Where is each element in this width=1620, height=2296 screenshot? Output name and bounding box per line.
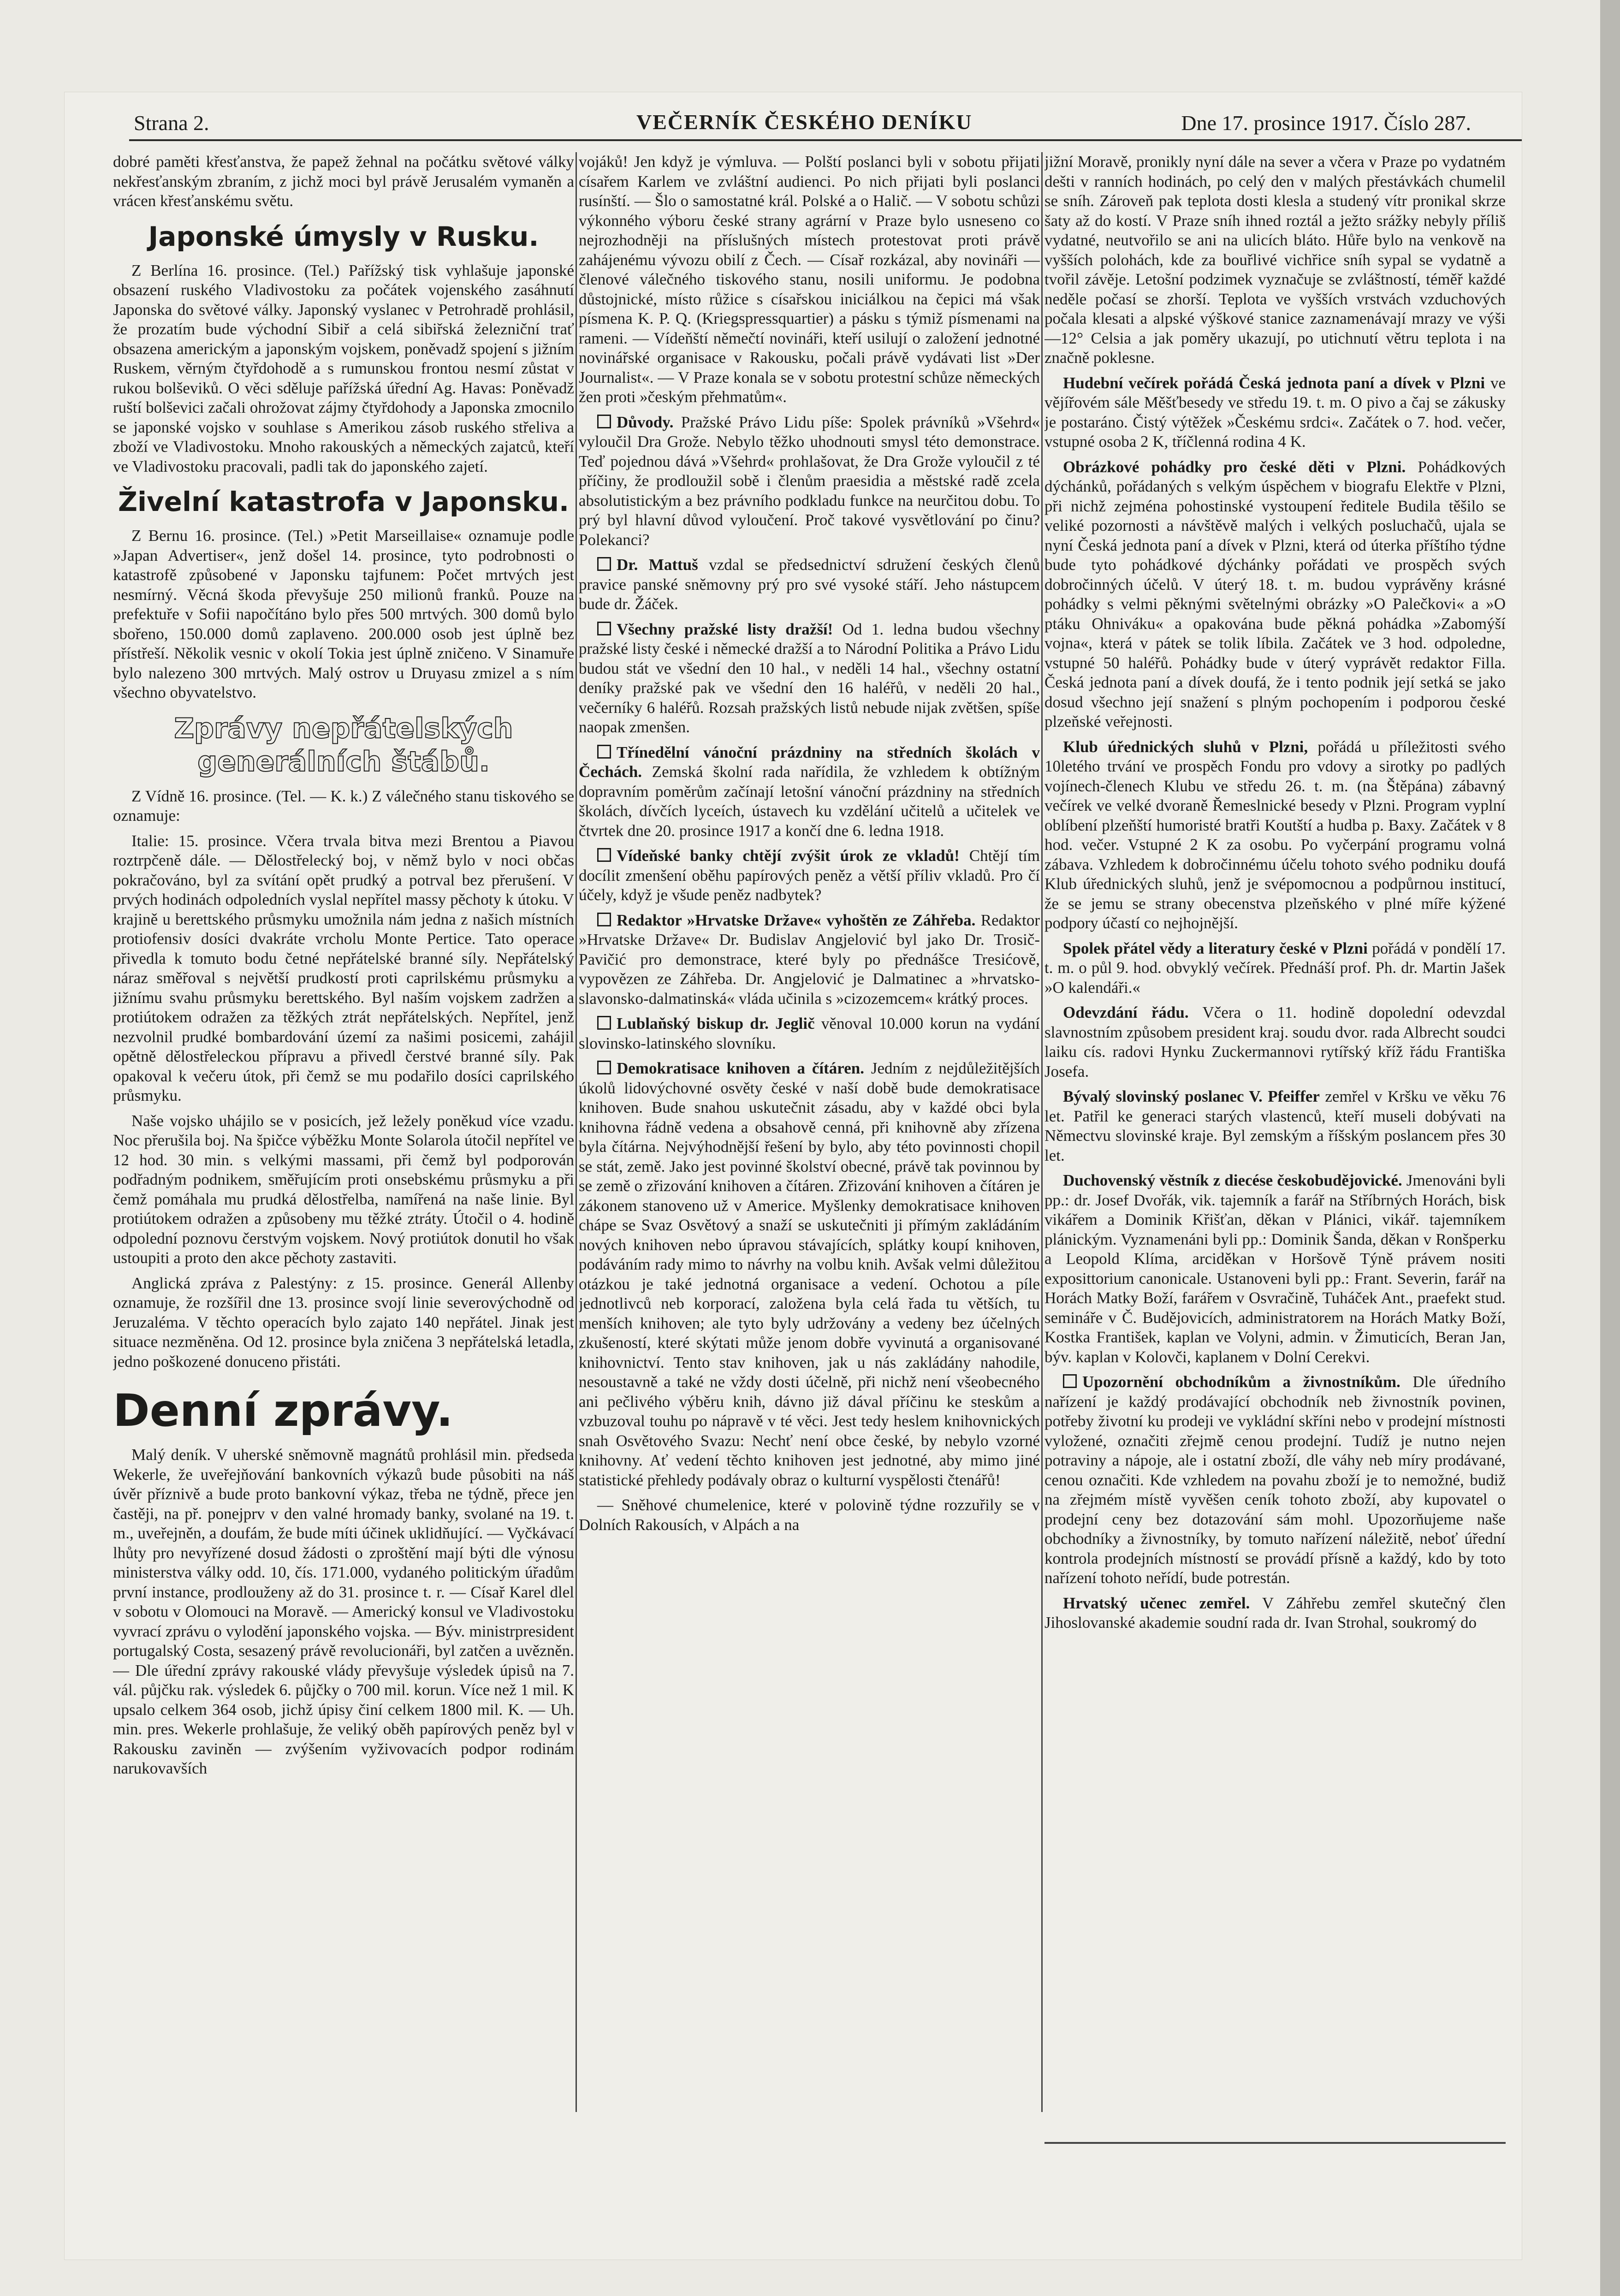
item-title: Třínedělní vánoční prázdniny na středních školách v Čechách.	[579, 743, 1040, 781]
article-continuation: dobré paměti křesťanstva, že papež žehnal na počátku světové války nekřesťanským zbraním, z jichž moci byl právě Jerusalém vymaněn a vrácen křesťanskému světu.	[113, 153, 574, 210]
column-divider	[576, 152, 577, 2112]
news-item	[1044, 939, 1506, 998]
item-title: Hrvatský učenec zemřel.	[1063, 1594, 1250, 1612]
article-text: Malý deník. V uherské sněmovně magnátů prohlásil min. předseda Wekerle, že uveřejňování bankovních výkazů bude působiti na náš úvěr příznivě a bude proto bankovní výkaz, třeba ne týdně, přece jen častěji, na př. ponejprv v den valné hromady banky, svolané na 19. t. m., uveřejněn, a doufám, že bude míti účinek uklidňující. — Vyčkávací lhůty pro nevyřízené dosud žádosti o zproštění mají býti dle výnosu ministerstva války odd. 10, čís. 171.000, vydaného politickým úřadům první instance, prodlouženy až do 31. prosince t. r. — Císař Karel dlel v sobotu v Olomouci na Moravě. — Americký konsul ve Vladivostoku vyvrací zprávu o vylodění japonského vojska. — Býv. ministrpresident portugalský Costa, sesazený právě revolucionáři, byl zatčen a uvězněn. — Dle úřední zprávy rakouské vlády převyšuje výsledek úpisů na 7. vál. půjčku rak. výsledek 6. půjčky o 700 mil. korun. Více než 1 mil. K upsalo celkem 364 osob, jichž úpisy činí celkem 1800 mil. K. — Uh. min. pres. Wekerle prohlašuje, že veliký oběh papírových peněz byl v Rakousku zaviněn — zvýšením vyživovacích podpor rodinám narukovavších	[113, 1446, 574, 1777]
item-text: vzdal se předsednictví sdružení českých členů pravice panské sněmovny prý pro své vysoké stáří. Jeho nástupcem bude dr. Žáček.	[579, 556, 1040, 613]
news-item	[1044, 374, 1506, 452]
article-text: Naše vojsko uhájilo se v posicích, jež ležely poněkud více vzadu. Noc přerušila boj. Na špičce výběžku Monte Solarola útočil nepřítel ve 12 hod. 30 min. s velkými massami, při čemž byl podporován podřadným podnikem, směřujícím proti onsebskému průsmyku a při čemž pomáhala mu prudká dělostřelba, namířená na naše linie. Byl protiútokem odražen a způsobeny mu těžké ztráty. Útočil o 4. hodině odpolední poznovu čerstvým vojskem. Nový protiútok donutil ho však ustoupiti a proto den akce pěchoty zastaviti.	[113, 1111, 574, 1267]
page-number: Strana 2.	[134, 111, 209, 135]
header-rule	[129, 139, 1522, 141]
news-item	[1044, 457, 1506, 732]
item-title: Důvody.	[617, 413, 674, 431]
item-text: pořádá u příležitosti svého 10letého trvání ve prospěch Fondu pro vdovy a sirotky po padlých vojínech-členech Klubu ve středu 26. t. m. (na Štěpána) zábavný večírek ve velké dvoraně Řemeslnické besedy v Plzni. Program vyplní oblíbení plzeňští humoristé bratři Koutští a hudba p. Baxy. Začátek v 8 hod. večer. Vstupné 2 K za osobu. Po vyčerpání programu volná zábava. Vzhledem k dobročinnému účelu tohoto svého podniku doufá Klub úřednických sluhů, jenž je svépomocnou a podpůrnou institucí, že se jemu se strany obecenstva plzeňského v plné míře kýžené podpory účastí co nejhojnější.	[1044, 737, 1506, 932]
news-item	[1044, 1171, 1506, 1367]
item-text: Jmenováni byli pp.: dr. Josef Dvořák, vik. tajemník a farář na Stříbrných Horách, bisk vikářem a Dominik Křišťan, děkan v Plánici, vikář. tajemníkem plánickým. Vyznamenáni byli pp.: Dominik Šanda, děkan v Ronšperku a Leopold Klíma, arciděkan v Horšově Týně právem nositi exposittorium canonicale. Ustanoveni byli pp.: Frant. Severin, farář na Horách Matky Boží, farářem v Osvračině, Tuháček Ant., praefekt stud. semináře v Č. Budějovicích, administratorem na Horách Matky Boží, Kostka František, kaplan ve Volyni, admin. v Žimuticích, Beran Jan, býv. kaplan v Kolovči, kaplanem v Dolní Cerekvi.	[1044, 1171, 1506, 1366]
item-title: Klub úřednických sluhů v Plzni,	[1063, 737, 1308, 756]
item-text: Od 1. ledna budou všechny pražské listy české i německé dražší a to Národní Politika a Právo Lidu budou stát ve všední den 10 hal., v neděli 14 hal., všechny ostatní deníky pražské pak ve všední den 16 haléřů, v neděli 20 hal., večerníky 6 haléřů. Rozsah pražských listů nebude nijak zvětšen, spíše naopak zmenšen.	[579, 620, 1040, 736]
item-title: Vídeňské banky chtějí zvýšit úrok ze vkladů!	[617, 847, 960, 865]
item-title: Lublaňský biskup dr. Jeglič	[617, 1015, 815, 1032]
item-title: Spolek přátel vědy a literatury české v Plzni	[1063, 939, 1368, 957]
section-title-daily-news: Denní zprávy.	[113, 1385, 453, 1436]
item-text: Pražské Právo Lidu píše: Spolek právníků »Všehrd« vyloučil Dra Grože. Nebylo těžko uhodnouti smysl této demonstrace. Teď pojednou dává »Všehrd« prohlašovat, že Dra Grože vyloučil z té příčiny, že prodloužil sobě i členům praesidia a městské radě zcela absolutistickým a bez právního podkladu funkce na neurčitou dobu. To prý byl hlavní důvod vyloučení. Proč takové vysvětlování po činu? Polekanci?	[579, 413, 1040, 549]
item-title: Bývalý slovinský poslanec V. Pfeiffer	[1063, 1087, 1320, 1105]
item-title: Dr. Mattuš	[617, 556, 698, 574]
news-item	[579, 911, 1040, 1009]
headline-japan-russia: Japonské úmysly v Rusku.	[148, 220, 539, 252]
article-continuation: vojáků! Jen když je výmluva. — Polští poslanci byli v sobotu přijati císařem Karlem ve zvláštní audienci. Po nich přijati byli poslanci rusínští. — Šlo o samostatné král. Polské a o Halič. — V sobotu schůzi výkonného výboru české strany agrární v Praze bylo usneseno co nejrozhodněji na příslušných místech protestovat proti právě zahájenému vývozu obilí z Čech. — Císař rozkázal, aby novináři — členové válečného tiskového stanu, nosili uniformu. Je podobna důstojnické, místo růžice s císařskou iniciálkou na čepici má však písmena K. P. Q. (Kriegspressquartier) a pásku s týmiž písmenami na rameni. — Vídeňští němečtí novináři, kteří usilují o založení jednotné novinářské organisace v Rakousku, počali právě vydávati list »Der Journalist«. — V Praze konala se v sobotu protestní schůze německých žen proti »českým přehmatům«.	[579, 153, 1040, 406]
item-text: zemřel v Kršku ve věku 76 let. Patřil ke generaci starých vlastenců, kteří museli dobývati na Němectvu slovinské kraje. Byl zemským a říšským poslancem přes 30 let.	[1044, 1087, 1506, 1164]
news-item	[1044, 1087, 1506, 1165]
masthead-title: VEČERNÍK ČESKÉHO DENÍKU	[636, 110, 973, 134]
item-title: Obrázkové pohádky pro české děti v Plzni.	[1063, 457, 1406, 476]
news-item	[579, 1059, 1040, 1490]
article-continuation: jižní Moravě, pronikly nyní dále na sever a včera v Praze po vydatném dešti v ranních hodinách, po celý den v malých přestávkách chumelil se sníh. Zároveň pak teplota dosti klesla a studený vítr pronikal skrze šaty až do kostí. V Praze sníh ihned roztál a ježto srážky nebyly příliš vydatné, neutvořilo se ani na ulicích bláto. Hůře bylo na venkově na vyšších polohách, kde za bouřlivé vichřice sníh sypal se vydatně a tvořil závěje. Letošní podzimek vyznačuje se zvláštností, téměř každé neděle počasí se zhorší. Teplota ve vyšších vrstvách vzduchových počala klesati a alpské výškové stanice zaznamenávají mrazy ve výši —12° Celsia a jak poměry ukazují, po utichnutí větru teplota i na značně poklesne.	[1044, 153, 1506, 367]
item-marker-icon	[597, 848, 611, 862]
news-item	[579, 846, 1040, 905]
column-3	[1044, 152, 1506, 2112]
item-marker-icon	[597, 913, 611, 926]
page-header	[65, 106, 1513, 143]
article-text: Z Bernu 16. prosince. (Tel.) »Petit Marseillaise« oznamuje podle »Japan Advertiser«, jenž došel 14. prosince, tyto podrobnosti o katastrofě způsobené v Japonsku tajfunem: Počet mrtvých jest nesmírný. Věcná škoda převyšuje 250 milionů franků. Pouze na prefektuře v Sofii napočítáno bylo přes 500 mrtvých. 300 domů bylo sbořeno, 150.000 domů zaplaveno. 200.000 osob jest úplně bez přístřeší. Několik vesnic v okolí Tokia jest úplně zničeno. V Sinamuře bylo nalezeno 300 mrtvých. Malý ostrov u Druyasu zmizel a s ním všechno obyvatelstvo.	[113, 527, 574, 701]
item-text: Pohádkových dýchánků, pořádaných s velkým úspěchem v biografu Elektře v Plzni, při nichž zejména pohostinské vystoupení ředitele Budila těšilo se veliké pozornosti a návštěvě malých i velkých posluchačů, ujala se nyní Česká jednota paní a dívek v Plzni, která od úterka příštího týdne bude tyto pohádkové dýchánky pořádati ve prospěch svých dobročinných účelů. V úterý 18. t. m. budou vyprávěny krásné pohádky s velmi pěknými světelnými obrázky »O Palečkovi« a »O ptáku Ohniváku« a opakována bude pěkná pohádka »Zabomýší vojna«, která v pátek se tolik líbila. Začátek ve 3 hod. odpoledne, vstupné 50 haléřů. Pohádky bude v úterý vyprávět redaktor Filla. Česká jednota paní a dívek doufá, že i tento podnik její setká se jako dosud všechno její snažení s plným pochopením i podporou české plzeňské veřejnosti.	[1044, 457, 1506, 730]
item-marker-icon	[597, 557, 611, 571]
item-title: Hudební večírek pořádá Česká jednota paní a dívek v Plzni	[1063, 374, 1485, 392]
article-text: Italie: 15. prosince. Včera trvala bitva mezi Brentou a Piavou roztrpčeně dále. — Dělostřelecký boj, v němž bylo v noci občas pokračováno, byl za svítání opět prudký a potrval bez přerušení. V prvých hodinách odpoledních vyslal nepřítel massy pěchoty k útoku. V krajině u berettského průsmyku umožnila nám jedna z našich místních protiofensiv dosíci dvakráte vrcholu Monte Pertice. Tato operace přivedla k tomuto bodu četné nepřátelské branné síly. Nepřátelský náraz směřoval s největší prudkostí proti caprilskému průsmyku a jižnímu svahu průsmyku berettského. Byl naším vojskem zadržen a protiútokem odražen za těžkých ztrát nepřátelských. Nepřítel, jenž nezvolnil prudké bombardování území za našimi posicemi, zahájil opětně dělostřeleckou přípravu a přivedl čerstvé branné síly. Pak opakoval k večeru útok, při čemž se mu podařilo dosíci caprilského průsmyku.	[113, 831, 574, 1104]
item-text: Jedním z nejdůležitějších úkolů lidovýchovné osvěty české v naší době bude demokratisace knihoven. Bude snahou uskutečnit zásadu, aby v každé obci byla knihovna řádně vedena a obsahově cenná, při knihovně aby zřízena byla čítárna. Nejvýhodnější řešení by bylo, aby této povinnosti chopil se stát, země. Jako jest povinné školství obecné, právě tak povinnou by se země o zřizování knihoven a čítáren. Zřizování knihoven a čítáren je zákonem stanoveno už v Americe. Myšlenky demokratisace knihoven chápe se Svaz Osvětový a snaží se uskutečniti ji přímým zakládáním nových knihoven nebo úpravou stávajících, splátky koupí knihoven, podáváním rady mimo to návrhy na volbu knih. Avšak velmi důležitou otázkou je také jednotná organisace a vedení. Ochotou a píle jednotlivců neb korporací, založena byla celá řada tu větších, tu menších knihoven; ale tyto byly udržovány a vedeny bez účelných zkušeností, které skýtati může jenom dobře vyvinutá a organisované knihovnictví. Tento stav knihoven, jak u nás zakládány nahodile, nesoustavně a také ne vždy dosti účelně, při nichž není všeobecného ani pečlivého výběru knih, dávno již dával příčinu ke steskům a vzbuzoval touhu po nápravě v té věci. Jest tedy heslem knihovnických snah Osvětového Svazu: Nechť není obce české, by nebylo vzorné knihovny. Ať vedení těchto knihoven jest jednotné, aby mimo jiné statistické přehledy podávaly obraz o kulturní vyspělosti čtenářů!	[579, 1059, 1040, 1489]
news-item	[1044, 1594, 1506, 1633]
news-item	[1044, 1003, 1506, 1081]
article-text: Anglická zpráva z Palestýny: z 15. prosince. Generál Allenby oznamuje, že rozšířil dne 13. prosince svojí linie severovýchodně od Jeruzaléma. V těchto operacích bylo zajato 140 nepřátel. Jinak jest situace nezměněna. Od 12. prosince byla zničena 3 nepřátelská letadla, jedno poškozené donuceno přistáti.	[113, 1274, 574, 1370]
item-title: Odevzdání řádu.	[1063, 1003, 1189, 1021]
article-text: — Sněhové chumelenice, které v polovině týdne rozzuřily se v Dolních Rakousích, v Alpách a na	[579, 1496, 1040, 1534]
item-text: Zemská školní rada nařídila, že vzhledem k obtížným dopravním poměrům začínají letošní vánoční prázdniny na středních školách, dívčích lyceích, ústavech ku vzdělání učitelů a učitelek ve čtvrtek dne 20. prosince 1917 a končí dne 6. ledna 1918.	[579, 763, 1040, 840]
item-text: V Záhřebu zemřel skutečný člen Jihoslovanské akademie soudní rada dr. Ivan Strohal, soukromý do	[1044, 1594, 1506, 1632]
headline-enemy-staff: Zprávy nepřátelských	[174, 712, 513, 745]
item-marker-icon	[597, 745, 611, 759]
item-text: Včera o 11. hodině dopolední odevzdal slavnostním způsobem president kraj. soudu dvor. rada Albrecht soudci laiku cís. radovi Hynku Zuckermannovi rytířský kříž řádu Františka Josefa.	[1044, 1003, 1506, 1080]
scan-edge	[1600, 0, 1620, 2296]
news-item	[579, 743, 1040, 841]
item-text: Redaktor »Hrvatske Države« Dr. Budislav Angjelović byl jako Dr. Trosič-Pavičić pro demonstrace, které byly po přednášce Tresićově, vypovězen ze Záhřeba. Dr. Angjelović je Dalmatinec a »hrvatsko-slavonsko-dalmatinská« vláda učinila s »cizozemcem« krátký proces.	[579, 911, 1040, 1008]
news-item	[579, 620, 1040, 737]
item-marker-icon	[597, 1016, 611, 1030]
item-title: Všechny pražské listy dražší!	[617, 620, 833, 638]
news-item	[579, 555, 1040, 614]
item-text: Chtějí tím docílit zmenšení oběhu papírových peněz a větší příliv vkladů. Pro čí účely, když je všude peněz nadbytek?	[579, 847, 1040, 904]
item-title: Upozornění obchodníkům a živnostníkům.	[1082, 1373, 1400, 1391]
article-text: Z Berlína 16. prosince. (Tel.) Pařížský tisk vyhlašuje japonské obsazení ruského Vladivostoku za počátek vojenského zasáhnutí Japonska do světové války. Japonský vyslanec v Petrohradě prohlásil, že prozatím bude východní Sibiř a celá sibiřská železniční trať obsazena americkým a japonským vojskem, poněvadž spojení s jižním Ruskem, věrným čtyřdohodě a s rumunskou frontou nesmí zůstat v rukou bolševiků. O věci sděluje pařížská úřední Ag. Havas: Poněvadž ruští bolševici začali ohrožovat zájmy čtyřdohody a Japonska zmocnilo se japonské vojsko v souhlase s Amerikou zásob ruského střeliva a zboží ve Vladivostoku. Mnoho rakouských a německých zajatců, kteří ve Vladivostoku pracovali, padli tak do japonského zajetí.	[113, 261, 574, 475]
headline-enemy-staff-2: generálních štábů.	[197, 745, 490, 778]
news-item	[579, 413, 1040, 550]
item-marker-icon	[597, 415, 611, 428]
column-1	[113, 152, 574, 2112]
item-text: věnoval 10.000 korun na vydání slovinsko-latinského slovníku.	[579, 1015, 1040, 1052]
item-title: Redaktor »Hrvatske Države« vyhoštěn ze Záhřeba.	[617, 911, 976, 929]
article-text: Z Vídně 16. prosince. (Tel. — K. k.) Z válečného stanu tiskového se oznamuje:	[113, 787, 574, 825]
news-item	[1044, 737, 1506, 933]
bottom-rule	[1044, 2142, 1506, 2144]
item-marker-icon	[597, 1061, 611, 1074]
item-title: Demokratisace knihoven a čítáren.	[617, 1059, 864, 1077]
item-text: Dle úředního nařízení je každý prodávající obchodník neb živnostník povinen, potřeby životní ku prodeji ve vykládní skříni nebo v prodejní místnosti vyložené, označiti zřejmě cenou prodejní. Tudíž je nutno nejen potraviny a nápoje, ale i ostatní zboží, dle váhy neb míry prodávané, cenou označiti. Kde vzhledem na povahu zboží je to nemožné, budiž na zřejmém místě vyvěšen ceník tohoto zboží, aby kupovatel o prodejní ceny bez dotazování sám mohl. Upozorňujeme naše obchodníky a živnostníky, by tomuto nařízení náležitě, neboť úřední kontrola prodejních místností se provádí přísně a každý, kdo by toto nařízení tohoto neřídí, bude potrestán.	[1044, 1373, 1506, 1587]
item-text: ve vějířovém sále Měšťbesedy ve středu 19. t. m. O pivo a čaj se zákusky je postaráno. Čistý výtěžek »Českému srdci«. Začátek o 7. hod. večer, vstupné osoba 2 K, tříčlenná rodina 4 K.	[1044, 374, 1506, 451]
news-item	[1044, 1372, 1506, 1588]
item-text: pořádá v pondělí 17. t. m. o půl 9. hod. obvyklý večírek. Přednáší prof. Ph. dr. Martin Jašek »O kalendáři.«	[1044, 939, 1506, 997]
column-divider	[1041, 152, 1043, 2112]
item-marker-icon	[597, 622, 611, 635]
column-2	[579, 152, 1040, 2112]
headline-japan-disaster: Živelní katastrofa v Japonsku.	[118, 486, 569, 517]
news-item	[579, 1014, 1040, 1053]
issue-date: Dne 17. prosince 1917. Číslo 287.	[1181, 111, 1471, 135]
item-marker-icon	[1063, 1374, 1077, 1388]
item-title: Duchovenský věstník z diecése českobudějovické.	[1063, 1171, 1402, 1189]
